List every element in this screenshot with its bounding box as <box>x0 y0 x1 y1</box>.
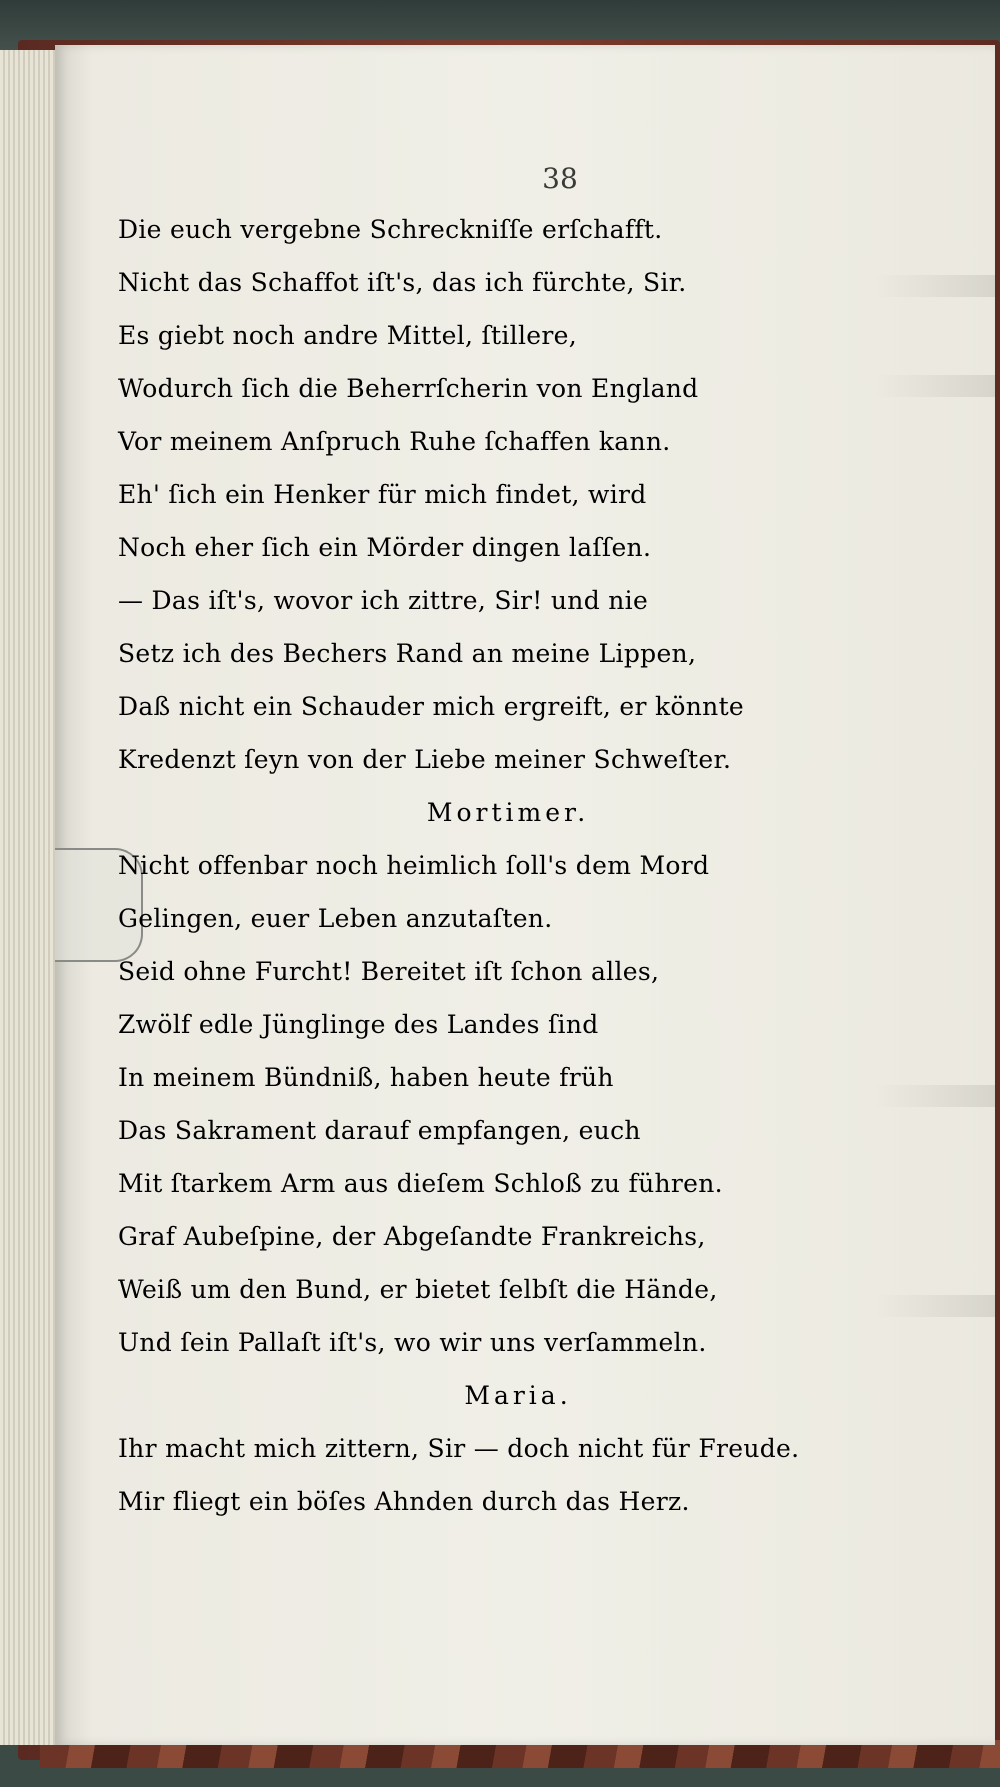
page-stack <box>0 50 59 1745</box>
verse-line: Zwölf edle Jünglinge des Landes ſind <box>118 1010 599 1039</box>
verse-line: Mir fliegt ein böſes Ahnden durch das Herz. <box>118 1487 690 1516</box>
verse-line: — Das iſt's, wovor ich zittre, Sir! und nie <box>118 586 649 615</box>
verse-line: Eh' ſich ein Henker für mich findet, wird <box>118 480 647 509</box>
verse-line: Mit ſtarkem Arm aus dieſem Schloß zu führen. <box>118 1169 723 1198</box>
verse-line: Das Sakrament darauf empfangen, euch <box>118 1116 641 1145</box>
verse-line: Nicht offenbar noch heimlich ſoll's dem Mord <box>118 851 710 880</box>
bleed-through <box>875 1085 995 1107</box>
verse-line: Weiß um den Bund, er bietet ſelbſt die Hände, <box>118 1275 718 1304</box>
verse-line: Graf Aubeſpine, der Abgeſandte Frankreichs, <box>118 1222 706 1251</box>
speaker-name: Mortimer. <box>426 798 590 827</box>
verse-line: Daß nicht ein Schauder mich ergreift, er könnte <box>118 692 745 721</box>
verse-line: Seid ohne Furcht! Bereitet iſt ſchon alles, <box>118 957 660 986</box>
verse-line: In meinem Bündniß, haben heute früh <box>118 1063 614 1092</box>
verse-text <box>118 203 838 1528</box>
verse-line: Kredenzt ſeyn von der Liebe meiner Schweſter. <box>118 745 732 774</box>
verse-line: Die euch vergebne Schreckniſſe erſchafft. <box>118 215 663 244</box>
bleed-through <box>875 275 995 297</box>
verse-line: Nicht das Schaffot iſt's, das ich fürchte, Sir. <box>118 268 687 297</box>
verse-line: Und ſein Pallaſt iſt's, wo wir uns verſammeln. <box>118 1328 707 1357</box>
verse-line: Noch eher ſich ein Mörder dingen laſſen. <box>118 533 652 562</box>
verse-line: Gelingen, euer Leben anzutaſten. <box>118 904 553 933</box>
verse-line: Setz ich des Bechers Rand an meine Lippen, <box>118 639 697 668</box>
speaker-name: Maria. <box>464 1381 572 1410</box>
verse-line: Ihr macht mich zittern, Sir — doch nicht für Freude. <box>118 1434 800 1463</box>
verse-line: Es giebt noch andre Mittel, ſtillere, <box>118 321 577 350</box>
verse-line: Vor meinem Anſpruch Ruhe ſchaffen kann. <box>118 427 671 456</box>
bleed-through <box>875 375 995 397</box>
verse-line: Wodurch ſich die Beherrſcherin von England <box>118 374 699 403</box>
page-number: 38 <box>542 162 578 195</box>
bleed-through <box>875 1295 995 1317</box>
